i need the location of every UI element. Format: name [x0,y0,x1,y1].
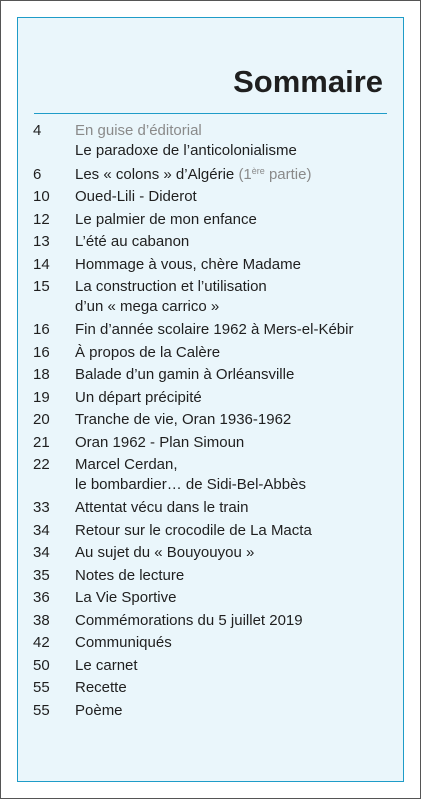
toc-item [0,611,422,631]
toc-entry-line: Fin d’année scolaire 1962 à Mers-el-Kébir [75,321,354,338]
toc-item [0,633,422,653]
toc-entry-line [75,165,402,185]
toc-item [0,410,422,430]
toc-entry-line: Oran 1962 - Plan Simoun [75,433,245,451]
toc-entry-line: Oued-Lili - Diderot [75,188,197,205]
toc-item [0,165,422,185]
toc-item [0,187,422,207]
toc-item [0,521,422,541]
toc-item [0,121,422,160]
toc-page-number: 6 [33,165,42,183]
toc-entry-line: Le carnet [75,656,138,674]
toc-item [0,701,422,721]
toc-item [0,566,422,586]
toc-entry-note: partie) [264,165,312,183]
toc-entry-text [75,433,402,453]
toc-page-number: 12 [33,210,50,228]
toc-entry-text [75,656,402,676]
toc-page-number: 19 [33,388,50,406]
toc-page-number: 13 [33,233,50,250]
toc-item [0,433,422,453]
title-divider [34,113,387,114]
toc-entry-line: Au sujet du « Bouyouyou » [75,544,255,561]
toc-page-number: 50 [33,656,50,674]
toc-page-number: 55 [33,701,50,719]
toc-entry-text [75,165,402,185]
toc-entry-text [75,455,402,494]
toc-entry-text [75,678,402,698]
toc-item [0,678,422,698]
toc-page-number: 34 [33,521,50,539]
toc-entry-text [75,543,402,563]
toc-entry-text [75,410,402,430]
toc-page-number: 34 [33,544,50,561]
toc-item [0,210,422,230]
toc-entry-text [75,187,402,207]
toc-page-number: 15 [33,278,50,295]
toc-entry-line: Hommage à vous, chère Madame [75,255,301,273]
toc-entry-note-superscript: ère [251,165,265,176]
toc-entry-line: La Vie Sportive [75,589,177,606]
toc-entry-line: Communiqués [75,634,172,651]
toc-entry-line: Marcel Cerdan, [75,456,178,473]
toc-entry-text [75,255,402,275]
toc-entry-line: Notes de lecture [75,566,185,584]
toc-item [0,255,422,275]
toc-entry-text [75,121,402,160]
toc-page-number: 33 [33,499,50,516]
toc-entry-line: La construction et l’utilisation [75,278,267,295]
toc-entry-text [75,343,402,363]
toc-entry-line: le bombardier… de Sidi-Bel-Abbès [75,475,306,493]
toc-entry-line: Recette [75,679,127,696]
toc-entry-note: (1 [238,165,252,183]
toc-item [0,588,422,608]
toc-page-number: 36 [33,589,50,606]
toc-entry-text [75,588,402,608]
toc-entry-text [75,633,402,653]
toc-item [0,543,422,563]
toc-entry-text [75,365,402,385]
toc-page-number: 22 [33,456,50,473]
toc-entry-title: Les « colons » d’Algérie [75,165,239,183]
toc-entry-text [75,210,402,230]
toc-entry-text [75,566,402,586]
toc-entry-text [75,701,402,721]
toc-entry-line: Retour sur le crocodile de La Macta [75,521,312,539]
toc-item [0,232,422,252]
toc-item [0,365,422,385]
toc-page-number: 14 [33,255,50,273]
toc-page-number: 16 [33,343,50,361]
toc-page-number: 18 [33,366,50,383]
toc-entry-text [75,498,402,518]
toc-item [0,320,422,340]
toc-item [0,498,422,518]
toc-item [0,656,422,676]
toc-page-number: 10 [33,188,50,205]
toc-page-number: 20 [33,411,50,428]
toc-item [0,277,422,316]
toc-item [0,388,422,408]
toc-entry-line: Commémorations du 5 juillet 2019 [75,611,303,629]
table-of-contents [0,118,422,720]
toc-page-number: 21 [33,433,50,451]
toc-entry-line: Le palmier de mon enfance [75,210,257,228]
toc-page-number: 16 [33,321,50,338]
toc-entry-line: Le paradoxe de l’anticolonialisme [75,141,297,159]
toc-entry-text [75,320,402,340]
toc-entry-text [75,611,402,631]
toc-item [0,455,422,494]
toc-page-number: 38 [33,611,50,629]
toc-entry-line: Un départ précipité [75,388,202,406]
toc-page-number: 35 [33,566,50,584]
toc-entry-line: Attentat vécu dans le train [75,499,249,516]
toc-page-number: 55 [33,679,50,696]
toc-page-number: 4 [33,122,42,139]
page-title: Sommaire [233,64,383,99]
toc-page-number: 42 [33,634,50,651]
toc-entry-line: Tranche de vie, Oran 1936-1962 [75,411,292,428]
toc-item [0,343,422,363]
toc-entry-line: Poème [75,701,123,719]
toc-entry-line: d’un « mega carrico » [75,297,220,315]
toc-entry-text [75,388,402,408]
toc-entry-line: En guise d’éditorial [75,122,202,139]
toc-entry-text [75,521,402,541]
toc-entry-line: Balade d’un gamin à Orléansville [75,366,295,383]
toc-entry-text [75,277,402,316]
toc-entry-text [75,232,402,252]
toc-entry-line: L’été au cabanon [75,233,190,250]
toc-entry-line: À propos de la Calère [75,343,221,361]
